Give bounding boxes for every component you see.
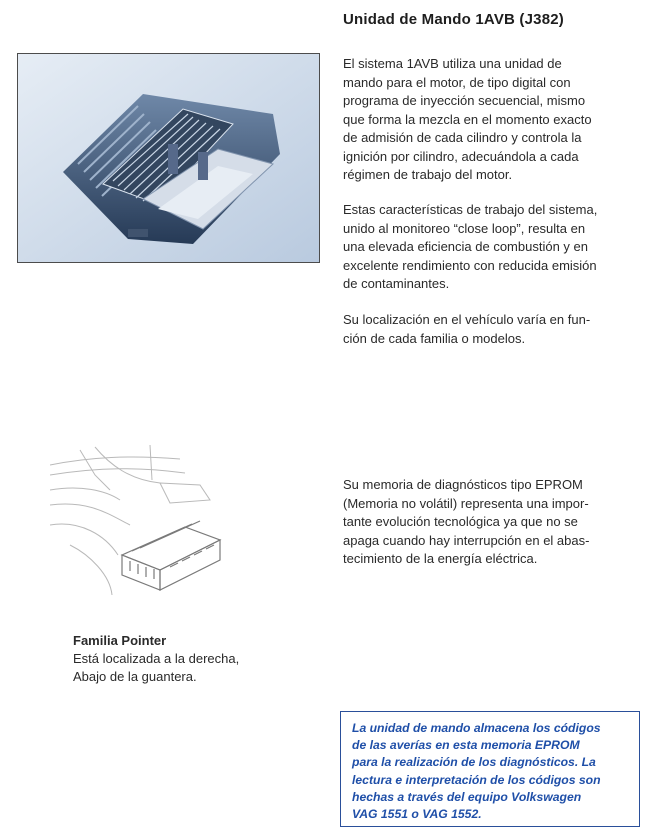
text-line: Su memoria de diagnósticos tipo EPROM xyxy=(343,477,583,492)
memory-paragraph xyxy=(343,476,648,569)
caption-title: Familia Pointer xyxy=(73,633,167,648)
text-line: que forma la mezcla en el momento exacto xyxy=(343,111,592,127)
text-line: mando para el motor, de tipo digital con xyxy=(343,74,571,90)
features-paragraph xyxy=(343,201,648,294)
text-line: ción de cada familia o modelos. xyxy=(343,330,526,346)
text-line: (Memoria no volátil) representa una impor- xyxy=(343,495,589,511)
text-line: de admisión de cada cilindro y controla la xyxy=(343,130,582,145)
ecu-photo xyxy=(17,53,320,263)
note-line: lectura e interpretación de los códigos son xyxy=(352,772,601,787)
location-diagram xyxy=(50,445,290,617)
text-line: tecimiento de la energía eléctrica. xyxy=(343,551,538,566)
text-line: Su localización en el vehículo varía en fun- xyxy=(343,312,591,327)
note-line: hechas a través del equipo Volkswagen xyxy=(352,789,582,804)
text-line: tante evolución tecnológica ya que no se xyxy=(343,514,578,529)
text-line: una elevada eficiencia de combustión y en xyxy=(343,239,588,254)
note-line: de las averías en esta memoria EPROM xyxy=(352,738,580,753)
note-line: VAG 1551 o VAG 1552. xyxy=(352,807,482,822)
page-title: Unidad de Mando 1AVB (J382) xyxy=(343,11,564,28)
text-line: apaga cuando hay interrupción en el abas- xyxy=(343,532,590,548)
caption-line: Está localizada a la derecha, xyxy=(73,651,240,666)
intro-paragraph xyxy=(343,55,648,185)
note-line: La unidad de mando almacena los códigos xyxy=(352,721,601,735)
location-paragraph xyxy=(343,311,648,348)
figure-caption xyxy=(73,632,239,686)
text-line: de contaminantes. xyxy=(343,276,450,291)
text-line: ignición por cilindro, adecuándola a cada xyxy=(343,148,579,164)
caption-line: Abajo de la guantera. xyxy=(73,669,197,684)
note-line: para la realización de los diagnósticos. La xyxy=(352,755,596,770)
text-line: El sistema 1AVB utiliza una unidad de xyxy=(343,56,562,71)
text-line: programa de inyección secuencial, mismo xyxy=(343,93,586,108)
text-line: Estas características de trabajo del sistema, xyxy=(343,202,598,217)
text-line: régimen de trabajo del motor. xyxy=(343,167,513,182)
text-line: excelente rendimiento con reducida emisión xyxy=(343,257,597,273)
note-box xyxy=(340,711,640,827)
text-line: unido al monitoreo “close loop”, resulta en xyxy=(343,220,586,236)
